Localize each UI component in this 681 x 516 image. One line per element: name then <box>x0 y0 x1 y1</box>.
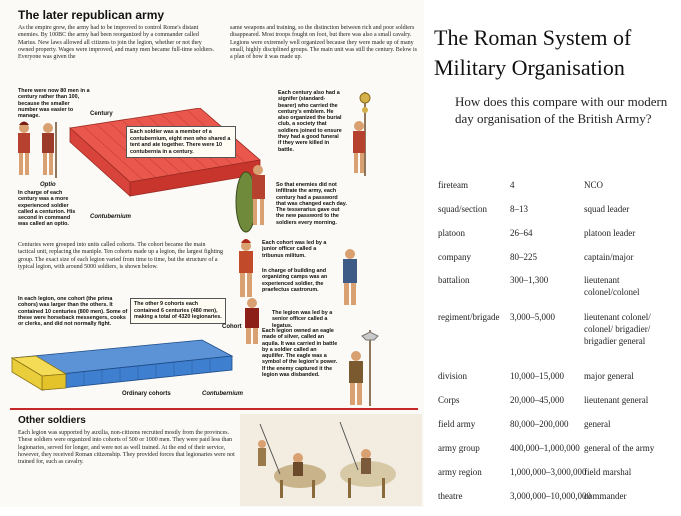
other-soldiers-text: Each legion was supported by auxilia, non-citizens recruited mostly from the provinces. These soldiers were organized into cohorts of 500 or 1000 men. They were paid less than legionaries, served for longer, and were not as well trained. At the end of their service, however, they received Roman citizenship. They provided forces that legionaries were not trained for, such as cavalry. <box>18 430 235 466</box>
note-80-men: There were now 80 men in a century rather than 100, because the smaller number was easier to manage. <box>18 88 90 120</box>
table-row <box>0 394 681 420</box>
unit-cell: battalion <box>438 275 470 285</box>
size-cell: 400,000–1,000,000 <box>510 443 580 453</box>
table-row <box>0 418 681 444</box>
size-cell: 8–13 <box>510 204 528 214</box>
leader-cell: lieutenant colonel/colonel <box>584 275 640 297</box>
size-cell: 3,000,000–10,000,000 <box>510 491 591 501</box>
label-contubernium: Contubernium <box>90 214 131 220</box>
unit-cell: regiment/brigade <box>438 312 500 322</box>
comparison-question: How does this compare with our modern day organisation of the British Army? <box>455 94 668 126</box>
table-row <box>0 490 681 516</box>
unit-cell: company <box>438 252 471 262</box>
unit-cell: field army <box>438 419 476 429</box>
label-century: Century <box>90 111 113 117</box>
leader-cell: lieutenant general <box>584 395 649 405</box>
size-cell: 80,000–200,000 <box>510 419 569 429</box>
table-row <box>0 203 681 229</box>
box-nine-cohorts: The other 9 cohorts each contained 6 centuries (480 men), making a total of 4320 legionaries. <box>130 298 226 324</box>
table-row <box>0 370 681 396</box>
table-row <box>0 442 681 468</box>
unit-cell: army region <box>438 467 482 477</box>
note-signifer: Each century also had a signifer (standard-bearer) who carried the century's emblem. He also organized the burial club, a society that soldiers joined to ensure they had a good funeral if they were killed in battle. <box>278 90 342 153</box>
size-cell: 20,000–45,000 <box>510 395 564 405</box>
size-cell: 80–225 <box>510 252 537 262</box>
note-first-cohort: In each legion, one cohort (the prima cohors) was larger than the others. It contained 10 centuries (800 men). Some of these were horseback messengers, cooks or clerks, and did not normally fight. <box>18 296 128 328</box>
intro-column-1: As the empire grew, the army had to be improved to control Rome's distant enemies. By 100BC the army had been reorganized by a commander called Marius. New laws allowed all citizens to join the legion, whether or not they owned property. Wages were improved, and many men became full-time soldiers. Everyone was given the <box>18 25 215 61</box>
section-title: The later republican army <box>18 8 165 22</box>
centurion-figure <box>10 120 62 182</box>
table-row <box>0 227 681 253</box>
page-title: The Roman System of Military Organisation <box>434 25 632 80</box>
unit-cell: theatre <box>438 491 463 501</box>
intro-column-2: same weapons and training, so the distinction between rich and poor soldiers disappeared. Most troops fought on foot, but there was also a small cavalry. Legions were extremely well organized because they were made up of many small, highly disciplined groups. The main unit was still the century. Below is a plan of how it was made up. <box>230 25 417 61</box>
label-cohort: Cohort <box>222 324 242 330</box>
leader-cell: squad leader <box>584 204 630 214</box>
note-tribune: Each cohort was led by a junior officer called a tribunus militum. <box>262 240 327 259</box>
label-optio: Optio <box>40 182 56 188</box>
leader-cell: general of the army <box>584 443 655 453</box>
leader-cell: captain/major <box>584 252 634 262</box>
leader-cell: commander <box>584 491 627 501</box>
table-row <box>0 274 681 300</box>
size-cell: 26–64 <box>510 228 533 238</box>
leader-cell: general <box>584 419 611 429</box>
label-contubernium-2: Contubernium <box>202 391 243 397</box>
size-cell: 4 <box>510 180 515 190</box>
note-password: So that enemies did not infiltrate the army, each century had a password that was changed each day. The tesserarius gave out the new password to the soldiers every morning. <box>276 182 347 226</box>
unit-cell: division <box>438 371 468 381</box>
table-row <box>0 179 681 205</box>
unit-cell: fireteam <box>438 180 468 190</box>
note-prefect: In charge of building and organizing camps was an experienced soldier, the praefectus castrorum. <box>262 268 328 293</box>
leader-cell: NCO <box>584 180 604 190</box>
cohorts-text: Centuries were grouped into units called cohorts. The cohort became the main tactical unit, replacing the maniple. Ten cohorts made up a legion, the largest fighting group. The exact size of each legion varied from time to time, but the structure of a typical legion, with around 5000 soldiers, is shown below. <box>18 242 223 270</box>
table-row <box>0 311 681 346</box>
note-legate: The legion was led by a senior officer called a legatus. <box>272 310 333 329</box>
size-cell: 3,000–5,000 <box>510 312 555 322</box>
note-optio: In charge of each century was a more experienced soldier called a centurion. His second in command was called an optio. <box>18 190 76 228</box>
size-cell: 10,000–15,000 <box>510 371 564 381</box>
other-soldiers-title: Other soldiers <box>18 415 86 426</box>
box-contubernium: Each soldier was a member of a contubernium, eight men who shared a tent and ate together. There were 10 contubernia in a century. <box>126 126 236 158</box>
unit-cell: squad/section <box>438 204 487 214</box>
table-row <box>0 466 681 492</box>
leader-cell: major general <box>584 371 634 381</box>
unit-cell: Corps <box>438 395 460 405</box>
unit-cell: platoon <box>438 228 465 238</box>
unit-cell: army group <box>438 443 480 453</box>
leader-cell: field marshal <box>584 467 632 477</box>
label-ordinary-cohorts: Ordinary cohorts <box>122 391 171 397</box>
leader-cell: platoon leader <box>584 228 636 238</box>
signifer-figure <box>345 92 385 177</box>
size-cell: 300–1,300 <box>510 275 549 285</box>
size-cell: 1,000,000–3,000,000 <box>510 467 587 477</box>
leader-cell: lieutenant colonel/ colonel/ brigadier/ brigadier general <box>584 312 651 346</box>
note-eagle: Each legion owned an eagle made of silver, called an aquila. It was carried in battle by a soldier called an aquilifer. The eagle was a symbol of the legion's power. If the enemy captured it the legion was disbanded. <box>262 328 338 379</box>
